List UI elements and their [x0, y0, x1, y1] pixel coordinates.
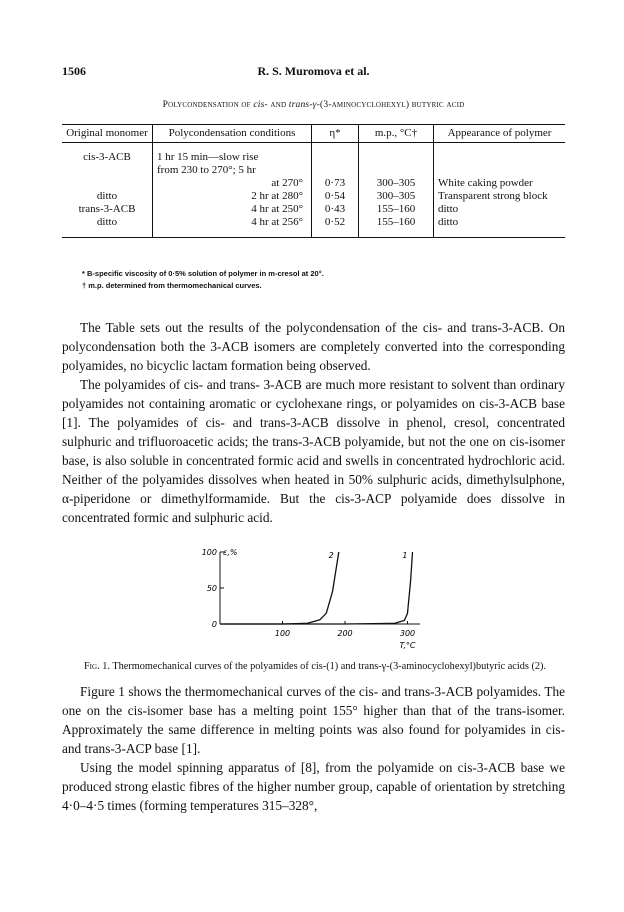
y-tick-label: 50	[206, 584, 217, 593]
x-axis-label: T,°C	[399, 641, 416, 650]
col-header-monomer: Original monomer	[62, 125, 153, 143]
figure-caption	[75, 660, 555, 674]
y-tick-label: 100	[201, 548, 217, 557]
cell-conditions	[153, 143, 312, 191]
cell-eta: 0·43	[312, 203, 359, 216]
running-head	[62, 64, 565, 80]
table-title-italic: trans-γ-	[288, 100, 320, 110]
footnote: † m.p. determined from thermomechanical curves.	[82, 281, 262, 290]
table-row	[62, 143, 565, 191]
table-title-italic: cis-	[253, 100, 268, 110]
series-line-2	[220, 552, 339, 624]
cell-eta: 0·54	[312, 190, 359, 203]
col-header-eta: η*	[312, 125, 359, 143]
body-paragraph: Using the model spinning apparatus of [8], from the polyamide on cis-3-ACB base we produced strong elastic fibres of the higher number group, capable of orientation by stretching 4·0–4·5 times (forming temperatures 315–328°,	[62, 760, 565, 813]
polycondensation-table	[62, 124, 565, 238]
cell-conditions	[153, 216, 312, 238]
x-tick-label: 300	[399, 629, 416, 638]
cell-appearance: White caking powder	[434, 143, 566, 191]
thermomechanical-chart	[180, 540, 460, 655]
x-tick-label: 100	[274, 629, 291, 638]
footnote: * B-specific viscosity of 0·5% solution of polymer in m-cresol at 20°.	[82, 269, 324, 278]
table-row	[62, 203, 565, 216]
cell-appearance: Transparent strong block	[434, 190, 566, 203]
cell-monomer: ditto	[62, 216, 153, 238]
cell-conditions	[153, 190, 312, 203]
table-footnotes	[82, 268, 324, 292]
curve-label: 1	[402, 551, 408, 560]
condition-line: 4 hr at 256°	[251, 216, 303, 228]
y-tick-label: 0	[211, 620, 217, 629]
table-header-row	[62, 125, 565, 143]
condition-line: 1 hr 15 min—slow rise	[157, 151, 259, 163]
cell-mp: 155–160	[359, 216, 434, 238]
cell-conditions	[153, 203, 312, 216]
running-title: R. S. Muromova et al.	[257, 64, 370, 78]
body-text-upper	[62, 318, 565, 527]
table-title	[62, 100, 565, 110]
curve-label: 2	[328, 551, 334, 560]
body-text-lower	[62, 682, 565, 815]
cell-mp: 300–305	[359, 143, 434, 191]
caption-text: Thermomechanical curves of the polyamides of cis-(1) and trans-γ-(3-aminocyclohexyl)butyric acids (2).	[112, 661, 547, 672]
cell-monomer: trans-3-ACB	[78, 203, 136, 215]
table-row	[62, 216, 565, 238]
table-title-part: Polycondensation of	[162, 100, 254, 110]
cell-appearance: ditto	[434, 216, 566, 238]
table-body	[62, 143, 565, 238]
cell-monomer: cis-3-ACB	[83, 151, 131, 163]
condition-line: at 270°	[271, 177, 303, 189]
figure-1	[180, 540, 460, 655]
cell-eta: 0·52	[312, 216, 359, 238]
col-header-appearance: Appearance of polymer	[434, 125, 566, 143]
x-tick-label: 200	[337, 629, 353, 638]
condition-line: 2 hr at 280°	[251, 190, 303, 202]
caption-number: Fig. 1.	[83, 661, 110, 672]
cell-mp: 155–160	[359, 203, 434, 216]
table-row	[62, 190, 565, 203]
body-paragraph: Figure 1 shows the thermomechanical curves of the cis- and trans-3-ACB polyamides. The one on the cis-isomer base has a melting point 155° higher than that of the trans-isomer. Approximately the same difference in melting points was also found for polyamides in cis- and trans-3-ACP base [1].	[62, 684, 565, 756]
cell-eta: 0·73	[312, 143, 359, 191]
condition-line: from 230 to 270°; 5 hr	[157, 164, 256, 176]
series-line-1	[220, 552, 413, 624]
page-number: 1506	[62, 64, 86, 78]
cell-mp: 300–305	[359, 190, 434, 203]
y-axis-label: ε,%	[223, 548, 238, 557]
col-header-conditions: Polycondensation conditions	[153, 125, 312, 143]
col-header-mp: m.p., °C†	[359, 125, 434, 143]
table-title-part: (3-aminocyclohexyl) butyric acid	[320, 100, 465, 110]
body-paragraph: The Table sets out the results of the polycondensation of the cis- and trans-3-ACB. On polycondensation both the 3-ACB isomers are completely converted into the corresponding polyamides, no bicyclic lactam formation being observed.	[62, 320, 565, 373]
condition-line: 4 hr at 250°	[251, 203, 303, 215]
cell-appearance: ditto	[434, 203, 566, 216]
table-title-part: and	[267, 100, 289, 110]
cell-monomer: ditto	[96, 190, 118, 202]
body-paragraph: The polyamides of cis- and trans- 3-ACB are much more resistant to solvent than ordinary polyamides not containing aromatic or cyclohexane rings, or polyamides on cis-3-ACB base [1]. The polyamides of cis- and trans-3-ACB dissolve in phenol, cresol, concentrated sulphuric and trifluoroacetic acids; the trans-3-ACB polyamide, but not the one on cis-isomer base, is also soluble in concentrated formic acid and swells in concentrated hydrochloric acid. Neither of the polyamides dissolves when heated in 50% sulphuric acids, dimethylsulphone, α-piperidone or dimethylformamide. But the cis-3-ACP polyamide does dissolve in concentrated formic and sulphuric acid.	[62, 377, 565, 525]
